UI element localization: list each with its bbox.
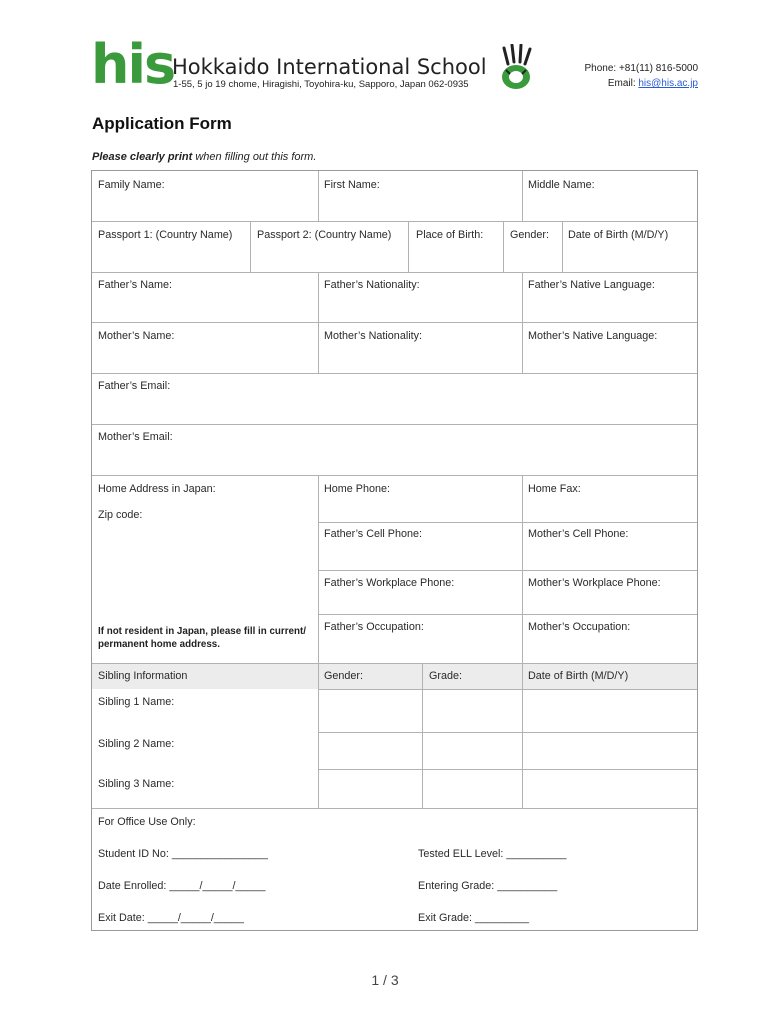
home-address-label: Home Address in Japan: (98, 483, 216, 495)
sibling-2-name-label: Sibling 2 Name: (98, 738, 175, 750)
row-divider (318, 522, 697, 523)
col-divider (503, 221, 504, 272)
phone-number: Phone: +81(11) 816-5000 (584, 63, 698, 74)
row-divider (92, 808, 697, 809)
email-link[interactable]: his@his.ac.jp (638, 78, 698, 89)
date-of-birth-label: Date of Birth (M/D/Y) (568, 229, 669, 241)
mothers-native-language-label: Mother’s Native Language: (528, 330, 658, 342)
school-logo: his (91, 33, 175, 96)
exit-date-field: Exit Date: _____/_____/_____ (98, 912, 244, 924)
student-id-field: Student ID No: ________________ (98, 848, 268, 860)
row-divider (318, 769, 697, 770)
office-use-title: For Office Use Only: (98, 816, 196, 828)
row-divider (92, 475, 697, 476)
gender-label: Gender: (510, 229, 550, 241)
tested-ell-field: Tested ELL Level: __________ (418, 848, 567, 860)
mothers-occupation-label: Mother’s Occupation: (528, 621, 631, 633)
page-indicator: 1 / 3 (371, 972, 399, 988)
instructions-emphasis: Please clearly print (92, 151, 193, 163)
sibling-grade-header: Grade: (429, 670, 463, 682)
col-divider (562, 221, 563, 272)
col-divider (250, 221, 251, 272)
first-name-label: First Name: (324, 179, 380, 191)
application-form-table (91, 170, 698, 931)
col-divider (408, 221, 409, 272)
sibling-dob-header: Date of Birth (M/D/Y) (528, 670, 629, 682)
sibling-info-header: Sibling Information (98, 670, 188, 682)
sibling-1-name-label: Sibling 1 Name: (98, 696, 175, 708)
mothers-cell-label: Mother’s Cell Phone: (528, 528, 629, 540)
email-line (584, 76, 698, 91)
mothers-nationality-label: Mother’s Nationality: (324, 330, 423, 342)
row-divider (92, 322, 697, 323)
passport1-label: Passport 1: (Country Name) (98, 229, 233, 241)
fathers-nationality-label: Father’s Nationality: (324, 279, 420, 291)
instructions-text: when filling out this form. (192, 151, 317, 163)
middle-name-label: Middle Name: (528, 179, 595, 191)
passport2-label: Passport 2: (Country Name) (257, 229, 392, 241)
row-divider (92, 272, 697, 273)
col-divider (318, 272, 319, 373)
mothers-email-label: Mother’s Email: (98, 431, 173, 443)
entering-grade-field: Entering Grade: __________ (418, 880, 558, 892)
non-resident-note: If not resident in Japan, please fill in current/ permanent home address. (98, 626, 306, 650)
row-divider (92, 424, 697, 425)
form-title: Application Form (92, 114, 232, 133)
mothers-work-phone-label: Mother’s Workplace Phone: (528, 577, 661, 589)
fathers-work-phone-label: Father’s Workplace Phone: (324, 577, 455, 589)
fathers-email-label: Father’s Email: (98, 380, 171, 392)
fathers-native-language-label: Father’s Native Language: (528, 279, 655, 291)
fathers-occupation-label: Father’s Occupation: (324, 621, 424, 633)
row-divider (318, 689, 697, 690)
row-divider (92, 373, 697, 374)
col-divider (522, 475, 523, 808)
home-fax-label: Home Fax: (528, 483, 581, 495)
row-divider (318, 570, 697, 571)
place-of-birth-label: Place of Birth: (416, 229, 484, 241)
fathers-name-label: Father’s Name: (98, 279, 173, 291)
fathers-cell-label: Father’s Cell Phone: (324, 528, 423, 540)
sibling-3-name-label: Sibling 3 Name: (98, 778, 175, 790)
col-divider (318, 475, 319, 808)
home-phone-label: Home Phone: (324, 483, 391, 495)
date-enrolled-field: Date Enrolled: _____/_____/_____ (98, 880, 266, 892)
row-divider (318, 732, 697, 733)
zip-code-label: Zip code: (98, 509, 143, 521)
row-divider (92, 663, 697, 664)
col-divider (422, 663, 423, 808)
mothers-name-label: Mother’s Name: (98, 330, 175, 342)
school-address: 1-55, 5 jo 19 chome, Hiragishi, Toyohira-ku, Sapporo, Japan 062-0935 (173, 79, 469, 90)
family-name-label: Family Name: (98, 179, 165, 191)
row-divider (92, 221, 697, 222)
row-divider (318, 614, 697, 615)
exit-grade-field: Exit Grade: _________ (418, 912, 530, 924)
col-divider (318, 171, 319, 221)
email-label: Email: (607, 78, 639, 89)
col-divider (522, 272, 523, 373)
form-instructions (92, 151, 316, 163)
paw-logo-icon (498, 44, 536, 92)
sibling-gender-header: Gender: (324, 670, 364, 682)
col-divider (522, 171, 523, 221)
contact-info (584, 61, 698, 91)
school-name: Hokkaido International School (172, 55, 487, 79)
